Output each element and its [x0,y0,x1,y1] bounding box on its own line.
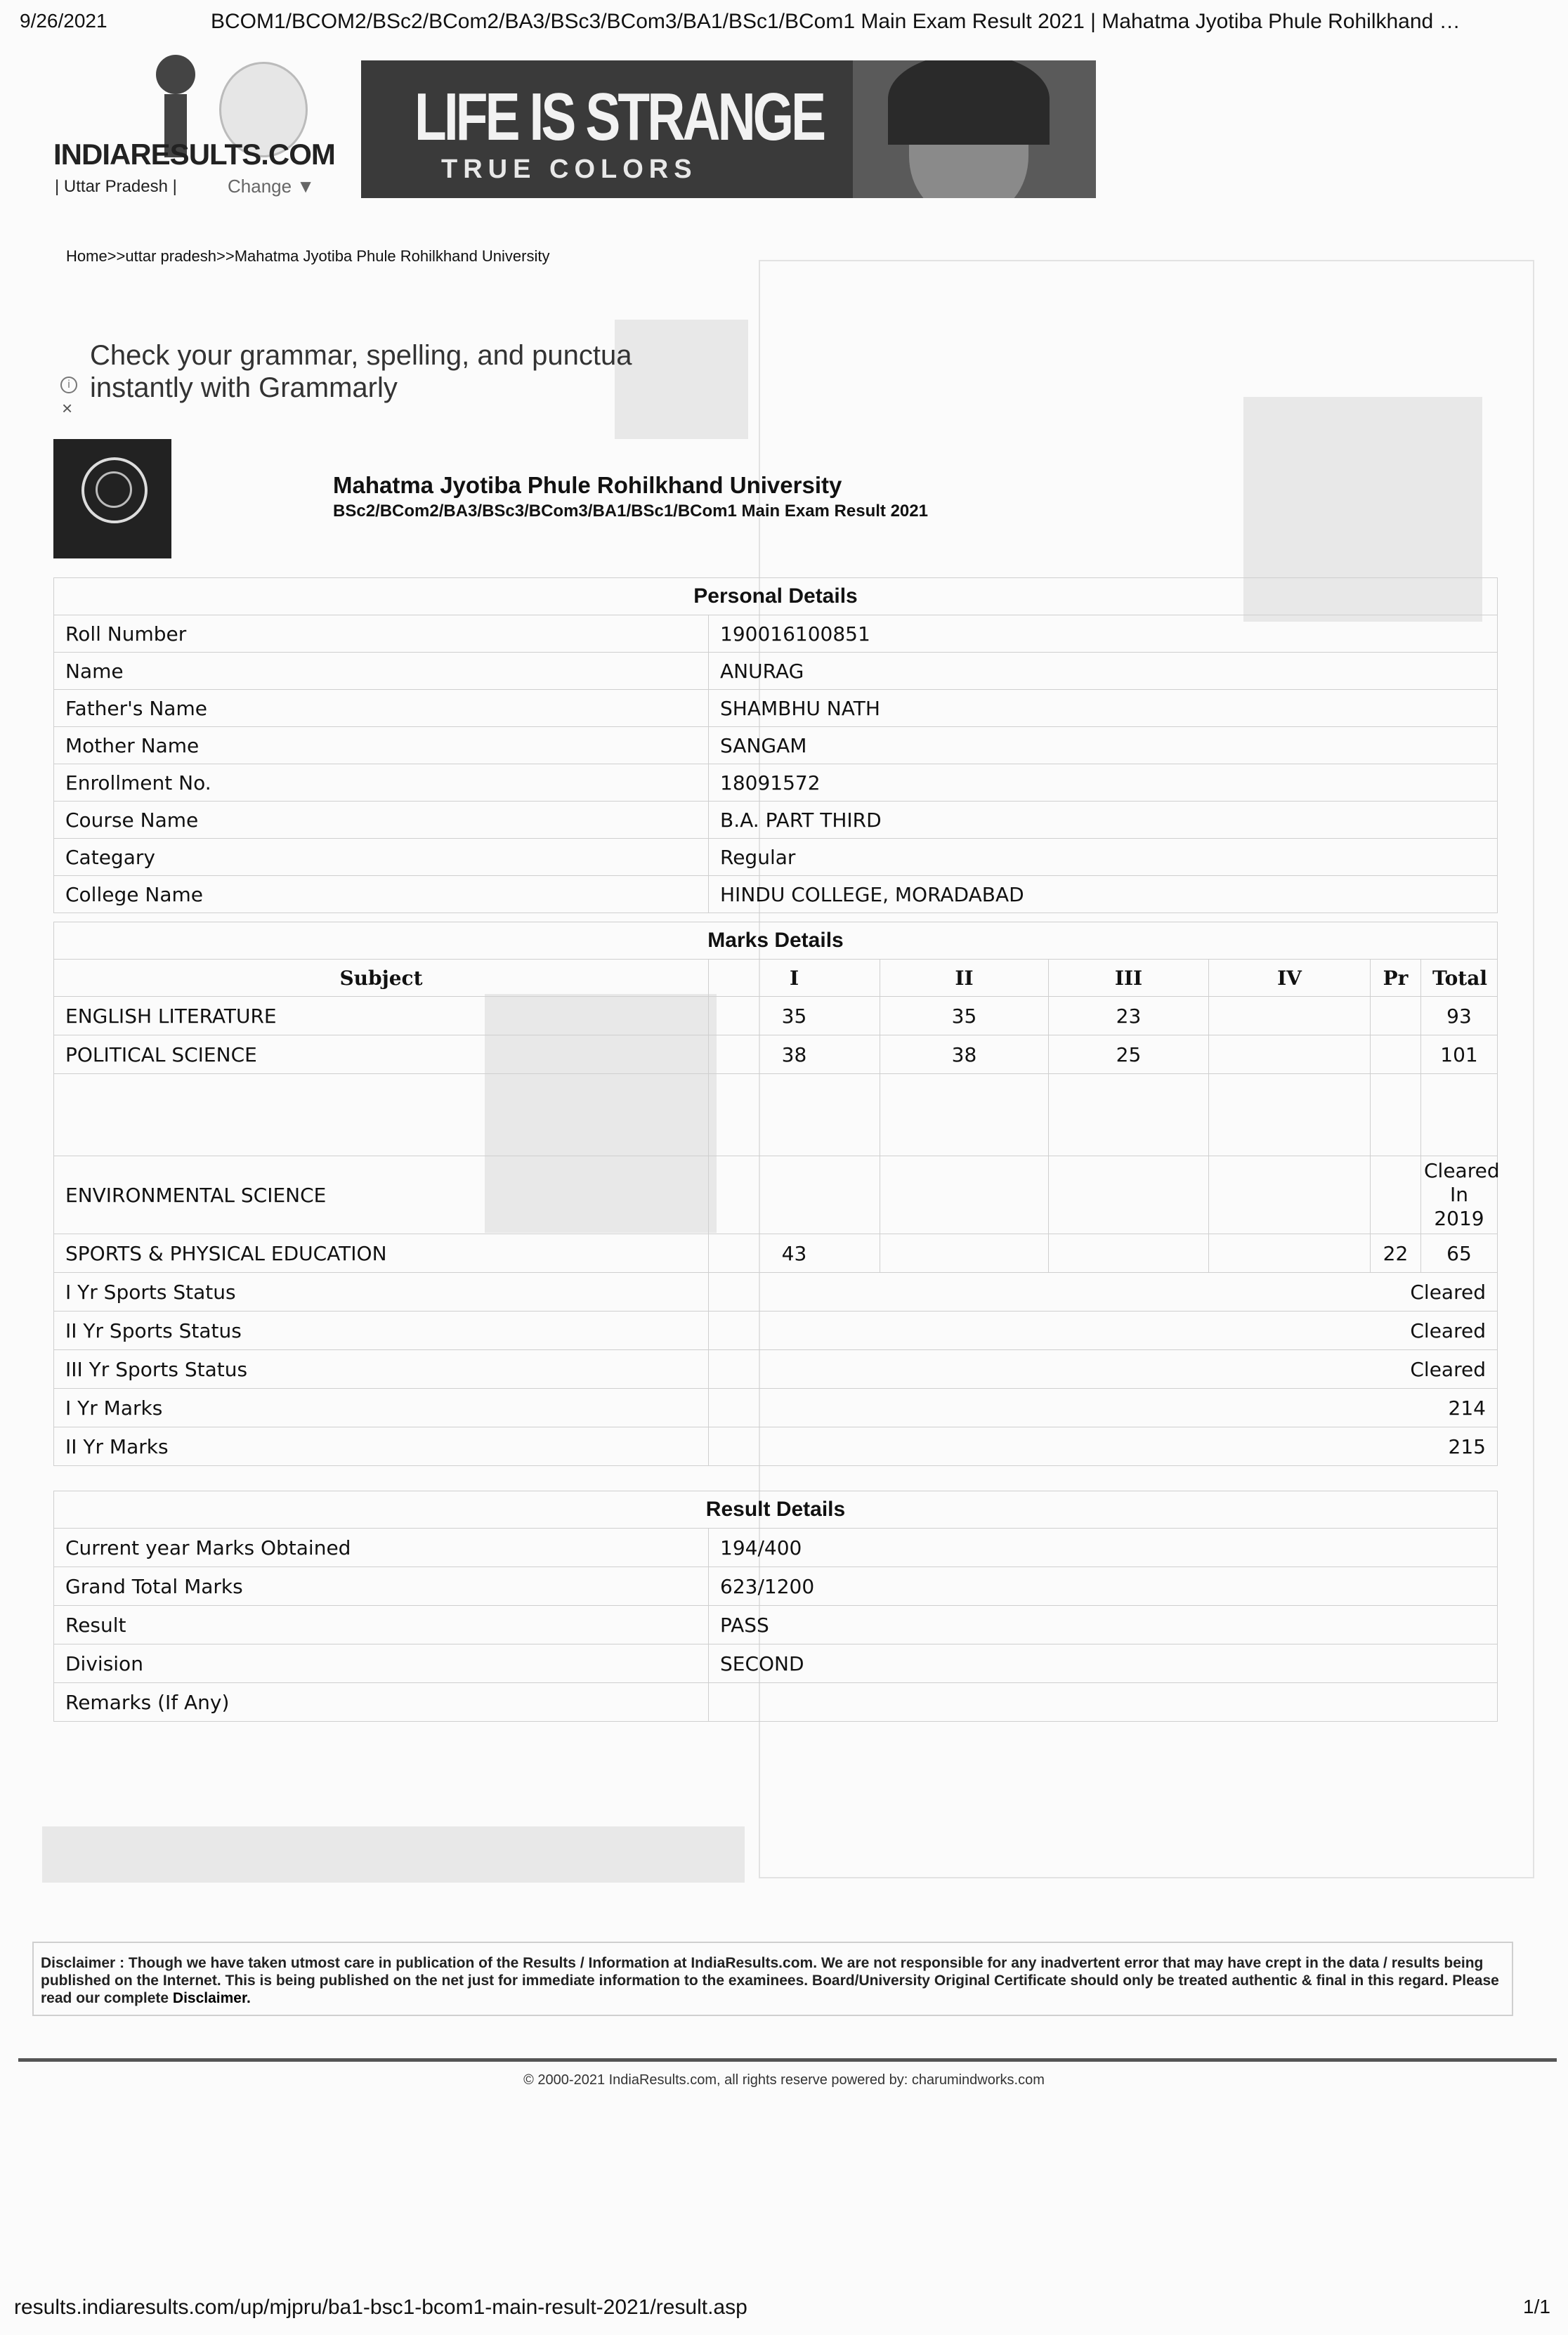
mark-iii: 23 [1049,997,1209,1035]
subject-name: POLITICAL SCIENCE [54,1035,709,1074]
mark-pr: 22 [1371,1234,1421,1273]
table-row [54,1427,1498,1466]
ad-line-2: instantly with Grammarly [90,372,398,403]
table-row [54,876,1498,913]
table-row [54,727,1498,764]
field-label: Result [54,1606,709,1644]
table-row [54,1567,1498,1606]
field-label: Current year Marks Obtained [54,1529,709,1567]
mark-total: Cleared In 2019 [1421,1156,1498,1234]
table-row [54,997,1498,1035]
site-logo[interactable] [53,55,335,202]
status-value: Cleared [709,1350,1498,1389]
mark-ii: 35 [880,997,1049,1035]
print-url: results.indiaresults.com/up/mjpru/ba1-bsc1-bcom1-main-result-2021/result.asp [14,2296,747,2319]
table-row [54,1156,1498,1234]
field-label: Course Name [54,802,709,839]
field-label: Roll Number [54,615,709,653]
disclaimer-link[interactable]: Disclaimer. [172,1990,251,2006]
subject-name: SPORTS & PHYSICAL EDUCATION [54,1234,709,1273]
print-page-title: BCOM1/BCOM2/BSc2/BCom2/BA3/BSc3/BCom3/BA1/BSc1/BCom1 Main Exam Result 2021 | Mahatma Jyotiba Phule Rohilkhand … [211,10,1461,33]
banner-title: LIFE IS STRANGE [414,79,824,155]
subject-name: ENGLISH LITERATURE [54,997,709,1035]
status-value: 214 [709,1389,1498,1427]
field-value: SECOND [709,1644,1498,1683]
banner-subtitle: TRUE COLORS [441,155,698,184]
table-row [54,1644,1498,1683]
breadcrumb[interactable]: Home>>uttar pradesh>>Mahatma Jyotiba Phule Rohilkhand University [66,247,550,265]
table-row [54,1273,1498,1312]
field-value: 190016100851 [709,615,1498,653]
mark-iv [1209,997,1371,1035]
field-label: Division [54,1644,709,1683]
mark-total: 65 [1421,1234,1498,1273]
ad-line-1: Check your grammar, spelling, and punctua [90,340,632,371]
close-icon[interactable]: × [62,398,73,419]
table-row [54,653,1498,690]
table-row [54,1683,1498,1722]
table-row [54,1234,1498,1273]
table-row [54,802,1498,839]
field-value: SHAMBHU NATH [709,690,1498,727]
field-label: Mother Name [54,727,709,764]
info-icon[interactable]: i [60,377,77,393]
field-label: Categary [54,839,709,876]
field-label: Remarks (If Any) [54,1683,709,1722]
table-row [54,1389,1498,1427]
marks-details-table [53,922,1498,1466]
copyright: © 2000-2021 IndiaResults.com, all rights reserve powered by: charumindworks.com [523,2072,1045,2088]
field-value: Regular [709,839,1498,876]
mark-ii: 38 [880,1035,1049,1074]
table-row [54,615,1498,653]
table-row [54,764,1498,802]
banner-ad[interactable] [361,60,1096,198]
personal-details-heading: Personal Details [54,578,1498,615]
exam-title: BSc2/BCom2/BA3/BSc3/BCom3/BA1/BSc1/BCom1 Main Exam Result 2021 [333,502,928,521]
footer-divider [18,2058,1557,2062]
mark-i: 38 [709,1035,880,1074]
mark-total: 93 [1421,997,1498,1035]
disclaimer-box [32,1942,1513,2016]
table-row [54,1035,1498,1074]
field-value: B.A. PART THIRD [709,802,1498,839]
status-value: 215 [709,1427,1498,1466]
field-value [709,1683,1498,1722]
table-row [54,690,1498,727]
field-value: ANURAG [709,653,1498,690]
field-value: HINDU COLLEGE, MORADABAD [709,876,1498,913]
field-label: Father's Name [54,690,709,727]
field-value: 18091572 [709,764,1498,802]
status-value: Cleared [709,1273,1498,1312]
col-paper-1: I [709,960,880,997]
table-row [54,839,1498,876]
university-name: Mahatma Jyotiba Phule Rohilkhand University [333,472,842,498]
university-emblem-icon [53,439,171,558]
result-details-table [53,1491,1498,1722]
col-total: Total [1421,960,1498,997]
status-value: Cleared [709,1312,1498,1350]
col-subject: Subject [54,960,709,997]
mark-i: 35 [709,997,880,1035]
field-label: Name [54,653,709,690]
table-row [54,1350,1498,1389]
print-date: 9/26/2021 [20,10,107,32]
marks-details-heading: Marks Details [54,922,1498,960]
field-value: PASS [709,1606,1498,1644]
table-row [54,1312,1498,1350]
status-label: III Yr Sports Status [54,1350,709,1389]
field-value: 623/1200 [709,1567,1498,1606]
field-value: SANGAM [709,727,1498,764]
mark-iii: 25 [1049,1035,1209,1074]
mark-iv [1209,1035,1371,1074]
status-label: I Yr Marks [54,1389,709,1427]
state-label: | Uttar Pradesh | [55,177,177,196]
col-paper-2: II [880,960,1049,997]
table-row-empty [54,1074,1498,1156]
change-state-link[interactable]: Change ▼ [228,176,315,197]
logo-text: INDIARESULTS.COM [53,138,335,171]
bg-scan-band [42,1826,745,1883]
print-page-number: 1/1 [1523,2296,1550,2317]
mark-pr [1371,997,1421,1035]
mark-i: 43 [709,1234,880,1273]
banner-portrait [853,60,1096,198]
mark-pr [1371,1035,1421,1074]
field-label: College Name [54,876,709,913]
table-row [54,1529,1498,1567]
table-row [54,1606,1498,1644]
personal-details-table [53,577,1498,913]
field-label: Grand Total Marks [54,1567,709,1606]
subject-name: ENVIRONMENTAL SCIENCE [54,1156,709,1234]
status-label: I Yr Sports Status [54,1273,709,1312]
grammarly-ad[interactable] [53,330,756,425]
field-value: 194/400 [709,1529,1498,1567]
status-label: II Yr Marks [54,1427,709,1466]
status-label: II Yr Sports Status [54,1312,709,1350]
disclaimer-text: Disclaimer : Though we have taken utmost care in publication of the Results / Information at IndiaResults.com. We are not responsible for any inadvertent error that may have crept in the data / results being published on the Internet. This is being published on the net just for immediate information to the examinees. Board/University Original Certificate should only be treated authentic & final in this regard. Please read our complete [41,1955,1499,2006]
col-practical: Pr [1371,960,1421,997]
mark-total: 101 [1421,1035,1498,1074]
col-paper-3: III [1049,960,1209,997]
col-paper-4: IV [1209,960,1371,997]
result-details-heading: Result Details [54,1491,1498,1529]
field-label: Enrollment No. [54,764,709,802]
